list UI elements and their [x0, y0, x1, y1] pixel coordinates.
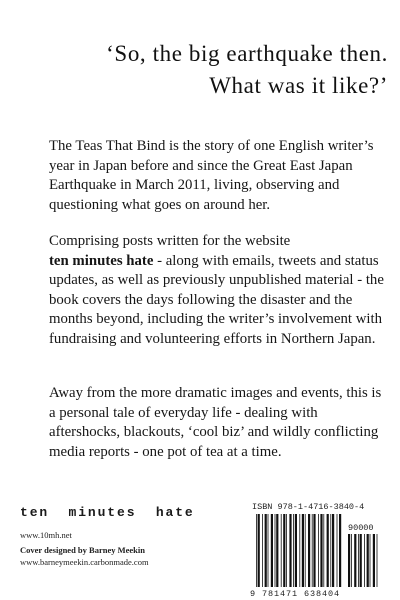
- barcode-graphic: [230, 497, 400, 600]
- website-name: ten minutes hate: [49, 252, 154, 269]
- isbn-label: ISBN 978-1-4716-3840-4: [252, 502, 365, 512]
- barcode-bar: [373, 534, 375, 587]
- blurb-paragraph-2-rest: - along with emails, tweets and status updates, as well as previously unpublished material - the book covers the days following the disaster and the months beyond, including the writer’s involvement with fundraising and volunteering efforts in Northern Japan.: [49, 252, 384, 347]
- barcode-bar: [302, 514, 304, 587]
- barcode-bar: [308, 514, 310, 587]
- barcode-bar: [258, 514, 260, 587]
- barcode-addon-bars: [348, 534, 377, 587]
- barcode-bar: [318, 514, 319, 587]
- blurb-paragraph-1: The Teas That Bind is the story of one English writer’s year in Japan before and since the Great East Japan Earthquake in March 2011, living, observing and questioning what goes on around her.: [49, 138, 374, 213]
- barcode-bar: [312, 514, 313, 587]
- headline-quote: [20, 38, 388, 102]
- publisher-logo: ten minutes hate: [20, 505, 195, 520]
- barcode-bar: [283, 514, 285, 587]
- barcode-bar: [330, 514, 331, 587]
- barcode-bar: [364, 534, 365, 587]
- publisher-url: www.10mh.net: [20, 530, 72, 540]
- barcode-main-bars: [256, 514, 341, 587]
- barcode-bar: [327, 514, 329, 587]
- barcode-bar: [295, 514, 297, 587]
- barcode-bar: [289, 514, 291, 587]
- barcode-bar: [360, 534, 362, 587]
- headline-line-2: What was it like?’: [209, 73, 388, 98]
- barcode-bar: [370, 534, 371, 587]
- barcode-bar: [299, 514, 300, 587]
- blurb-paragraph-3: Away from the more dramatic images and events, this is a personal tale of everyday life - dealing with aftershocks, blackouts, ‘cool biz’ and wildly conflicting media reports - one pot of tea at a time.: [49, 385, 382, 460]
- barcode-bar: [337, 514, 338, 587]
- isbn-barcode: [230, 497, 400, 600]
- barcode-main-digits: 9 781471 638404: [250, 589, 341, 599]
- barcode-bar: [286, 514, 287, 587]
- barcode-bar: [348, 534, 350, 587]
- barcode-bar: [256, 514, 257, 587]
- barcode-addon-digits: 90000: [348, 523, 374, 533]
- cover-credit: Cover designed by Barney Meekin: [20, 545, 145, 555]
- barcode-bar: [313, 514, 315, 587]
- barcode-bar: [354, 534, 356, 587]
- barcode-bar: [358, 534, 359, 587]
- barcode-bar: [268, 514, 269, 587]
- barcode-bar: [320, 514, 322, 587]
- barcode-bar: [276, 514, 278, 587]
- barcode-bar: [323, 514, 324, 587]
- blurb-paragraph-2-intro: Comprising posts written for the website: [49, 233, 291, 249]
- barcode-bar: [275, 514, 276, 587]
- barcode-bar: [332, 514, 334, 587]
- headline-line-1: ‘So, the big earthquake then.: [106, 41, 388, 66]
- barcode-bar: [367, 534, 369, 587]
- barcode-bar: [281, 514, 282, 587]
- barcode-bar: [305, 514, 306, 587]
- barcode-bar: [262, 514, 263, 587]
- barcode-bar: [265, 514, 267, 587]
- designer-url: www.barneymeekin.carbonmade.com: [20, 557, 149, 567]
- barcode-bar: [339, 514, 341, 587]
- barcode-bar: [271, 514, 273, 587]
- barcode-bar: [351, 534, 352, 587]
- barcode-bar: [377, 534, 378, 587]
- blurb-paragraph-2: [49, 232, 389, 349]
- barcode-bar: [293, 514, 294, 587]
